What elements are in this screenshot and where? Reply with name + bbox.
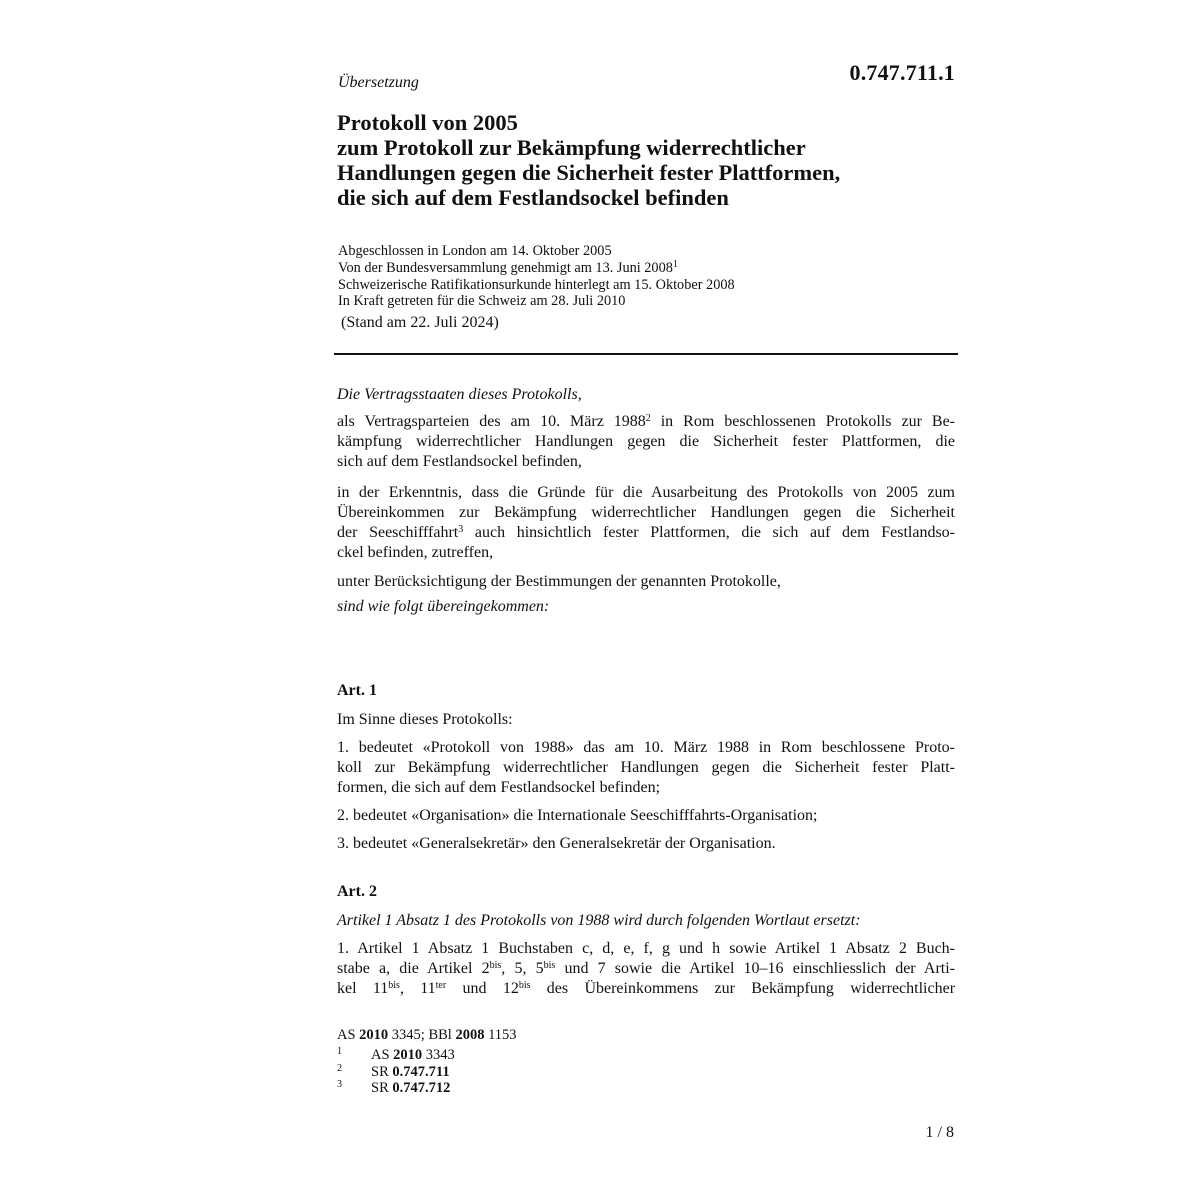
article-1-heading: Art. 1: [337, 682, 377, 699]
document-metadata: [338, 243, 735, 310]
footnote-number: 3: [337, 1079, 342, 1090]
title-line: die sich auf dem Festlandsockel befinden: [337, 185, 729, 210]
text-line: koll zur Bekämpfung widerrechtlicher Handlungen gegen die Sicherheit fester Platt-: [337, 759, 955, 776]
preamble-intro: Die Vertragsstaaten dieses Protokolls,: [337, 386, 582, 403]
sr-number: 0.747.711.1: [849, 60, 955, 85]
footnote-ref[interactable]: 3: [458, 524, 464, 535]
approved-date: [338, 260, 735, 277]
preamble-paragraph-1: [337, 412, 955, 472]
preamble-paragraph-2: [337, 483, 955, 563]
text-line: sich auf dem Festlandsockel befinden,: [337, 453, 582, 470]
text-line: Übereinkommen zur Bekämpfung widerrechtlicher Handlungen gegen die Sicherheit: [337, 504, 955, 521]
text-line: als Vertragsparteien des am 10. März 1988$^2$ in Rom beschlossenen Protokolls zur Be-: [337, 413, 955, 430]
article-2-intro: Artikel 1 Absatz 1 des Protokolls von 1988 wird durch folgenden Wortlaut ersetzt:: [337, 912, 861, 929]
article-1-item-2: 2. bedeutet «Organisation» die Internationale Seeschifffahrts-Organisation;: [337, 807, 818, 824]
translation-label: Übersetzung: [338, 74, 419, 91]
status-date: (Stand am 22. Juli 2024): [341, 314, 499, 331]
concluded-date: Abgeschlossen in London am 14. Oktober 2005: [338, 243, 612, 259]
text-line: ckel befinden, zutreffen,: [337, 544, 494, 561]
article-1-item-3: 3. bedeutet «Generalsekretär» den Generalsekretär der Organisation.: [337, 835, 776, 852]
article-1-intro: Im Sinne dieses Protokolls:: [337, 711, 513, 728]
text-line: kel 11$^{bis}$, 11$^{ter}$ und 12$^{bis}$ des Übereinkommens zur Bekämpfung widerrechtlicher: [337, 980, 956, 997]
text-line: 1. Artikel 1 Absatz 1 Buchstaben c, d, e, f, g und h sowie Artikel 1 Absatz 2 Buch-: [337, 940, 955, 957]
article-2-heading: Art. 2: [337, 883, 377, 900]
article-2-item-1: [337, 939, 955, 999]
footnote-text[interactable]: SR 0.747.711: [371, 1063, 450, 1080]
preamble-paragraph-3: unter Berücksichtigung der Bestimmungen der genannten Protokolle,: [337, 573, 781, 590]
header-divider: [334, 353, 958, 355]
footnote-number: 1: [337, 1046, 342, 1057]
article-1-item-1: [337, 738, 955, 798]
text-line: kämpfung widerrechtlicher Handlungen gegen die Sicherheit fester Plattformen, die: [337, 433, 955, 450]
approved-text: Von der Bundesversammlung genehmigt am 13. Juni 2008: [338, 259, 673, 276]
text-line: stabe a, die Artikel 2$^{bis}$, 5, 5$^{bis}$ und 7 sowie die Artikel 10–16 einschliesslich der Arti-: [337, 960, 955, 977]
ratification-date: Schweizerische Ratifikationsurkunde hinterlegt am 15. Oktober 2008: [338, 276, 735, 293]
footnote-number: 2: [337, 1062, 342, 1074]
preamble-agreement: sind wie folgt übereingekommen:: [337, 598, 550, 615]
text-line: formen, die sich auf dem Festlandsockel befinden;: [337, 779, 661, 796]
footnote-text: AS 2010 3343: [371, 1047, 455, 1063]
text-line: 1. bedeutet «Protokoll von 1988» das am 10. März 1988 in Rom beschlossene Proto-: [337, 739, 955, 756]
title-line: Handlungen gegen die Sicherheit fester Plattformen,: [337, 160, 841, 185]
in-force-date: In Kraft getreten für die Schweiz am 28. Juli 2010: [338, 293, 626, 310]
document-title: [337, 110, 957, 210]
footnote-ref[interactable]: 2: [645, 413, 651, 424]
title-line: zum Protokoll zur Bekämpfung widerrechtlicher: [337, 135, 806, 160]
text-line: der Seeschifffahrt$^3$ auch hinsichtlich fester Plattformen, die sich auf dem Festlandso-: [337, 524, 955, 541]
title-line: Protokoll von 2005: [337, 110, 518, 135]
footnote-ref[interactable]: 1: [672, 258, 678, 270]
text-line: in der Erkenntnis, dass die Gründe für die Ausarbeitung des Protokolls von 2005 zum: [337, 484, 955, 501]
footnote-text[interactable]: SR 0.747.712: [371, 1080, 451, 1096]
page-number: 1 / 8: [925, 1124, 954, 1141]
publication-reference: AS 2010 3345; BBl 2008 1153: [337, 1027, 517, 1043]
